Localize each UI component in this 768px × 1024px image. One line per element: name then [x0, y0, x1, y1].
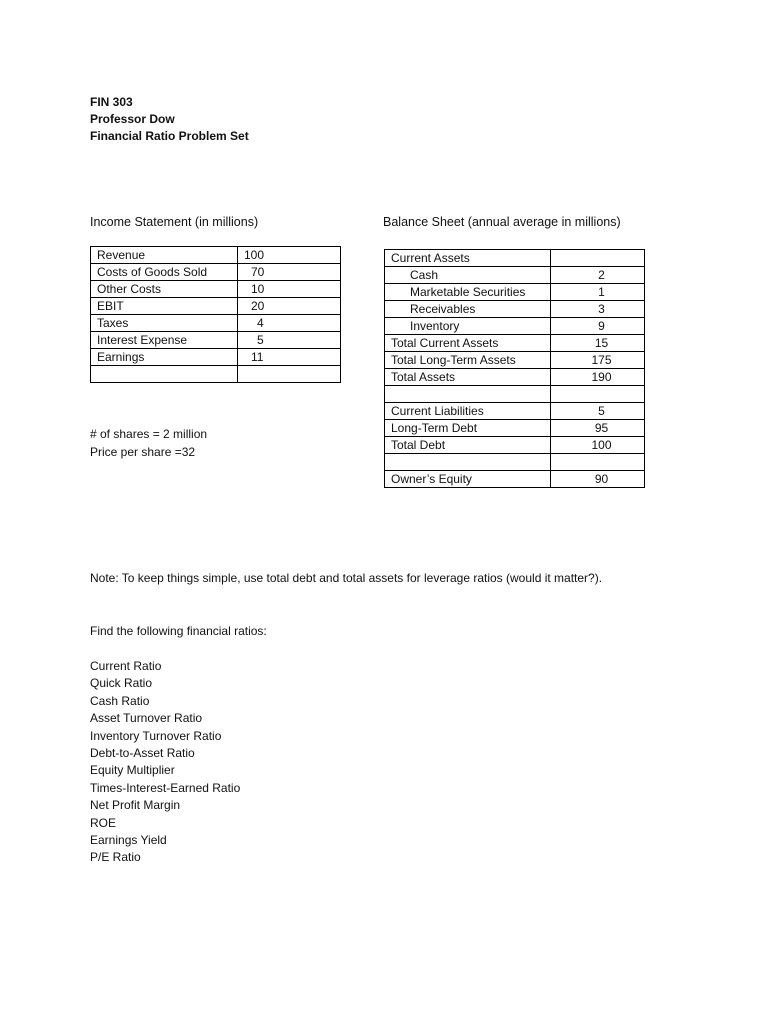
row-label: [385, 454, 551, 471]
table-row: [385, 284, 645, 301]
list-item: Asset Turnover Ratio: [90, 711, 203, 726]
table-row: [385, 471, 645, 488]
row-label: Receivables: [385, 301, 551, 318]
list-item: Times-Interest-Earned Ratio: [90, 780, 241, 795]
row-value: 9: [551, 318, 645, 335]
income-statement-table: [90, 246, 341, 383]
table-row: [385, 267, 645, 284]
table-row: [91, 349, 341, 366]
row-value: 20: [238, 298, 341, 315]
row-label: Inventory: [385, 318, 551, 335]
row-label: Other Costs: [91, 281, 238, 298]
row-value: 90: [551, 471, 645, 488]
table-row: [91, 332, 341, 349]
table-row: [91, 247, 341, 264]
list-item: Inventory Turnover Ratio: [90, 728, 222, 743]
row-value: [238, 366, 341, 383]
table-row: [385, 420, 645, 437]
list-item: Current Ratio: [90, 659, 162, 673]
table-row: [385, 454, 645, 471]
row-value: [551, 250, 645, 267]
find-heading: Find the following financial ratios:: [90, 624, 267, 638]
table-row: [385, 386, 645, 403]
row-value: 2: [551, 267, 645, 284]
row-label: [385, 386, 551, 403]
row-label: Revenue: [91, 247, 238, 264]
list-item: P/E Ratio: [90, 850, 141, 865]
row-value: 11: [238, 349, 341, 366]
table-row: [385, 352, 645, 369]
row-label: Long-Term Debt: [385, 420, 551, 437]
row-value: 100: [551, 437, 645, 454]
row-value: 1: [551, 284, 645, 301]
row-label: Total Assets: [385, 369, 551, 386]
list-item: Debt-to-Asset Ratio: [90, 746, 195, 761]
list-item: Quick Ratio: [90, 676, 153, 691]
list-item: ROE: [90, 815, 117, 830]
row-label: Taxes: [91, 315, 238, 332]
row-value: 4: [238, 315, 341, 332]
list-item: Cash Ratio: [90, 693, 150, 708]
row-label: Total Current Assets: [385, 335, 551, 352]
table-row: [91, 366, 341, 383]
row-label: Cash: [385, 267, 551, 284]
row-value: 175: [551, 352, 645, 369]
row-label: Costs of Goods Sold: [91, 264, 238, 281]
row-value: 190: [551, 369, 645, 386]
row-value: 5: [238, 332, 341, 349]
list-item: Equity Multiplier: [90, 763, 175, 778]
table-row: [91, 315, 341, 332]
balance-sheet-table: [384, 249, 645, 488]
row-label: [91, 366, 238, 383]
table-row: [91, 298, 341, 315]
table-row: [91, 281, 341, 298]
table-row: [385, 250, 645, 267]
list-item: Earnings Yield: [90, 833, 167, 848]
row-value: 15: [551, 335, 645, 352]
row-label: Total Long-Term Assets: [385, 352, 551, 369]
balance-sheet-caption: Balance Sheet (annual average in millions): [383, 215, 621, 229]
row-label: Total Debt: [385, 437, 551, 454]
row-label: Owner’s Equity: [385, 471, 551, 488]
row-value: 10: [238, 281, 341, 298]
professor-name: Professor Dow: [90, 112, 175, 126]
share-price: Price per share =32: [90, 444, 196, 459]
row-label: Marketable Securities: [385, 284, 551, 301]
income-statement-caption: Income Statement (in millions): [90, 215, 259, 229]
table-row: [385, 335, 645, 352]
row-value: 5: [551, 403, 645, 420]
row-value: [551, 386, 645, 403]
row-value: 3: [551, 301, 645, 318]
row-value: 95: [551, 420, 645, 437]
ratio-list: [90, 658, 240, 867]
shares-info: [90, 426, 207, 461]
document-header: [90, 94, 249, 145]
table-row: [385, 318, 645, 335]
row-label: Interest Expense: [91, 332, 238, 349]
row-label: Earnings: [91, 349, 238, 366]
list-item: Net Profit Margin: [90, 798, 181, 813]
row-label: EBIT: [91, 298, 238, 315]
table-row: [385, 403, 645, 420]
row-value: [551, 454, 645, 471]
course-code: FIN 303: [90, 95, 133, 109]
row-label: Current Liabilities: [385, 403, 551, 420]
note-text: Note: To keep things simple, use total debt and total assets for leverage ratios (would it matter?).: [90, 571, 603, 585]
table-row: [385, 301, 645, 318]
document-title: Financial Ratio Problem Set: [90, 129, 249, 143]
table-row: [385, 369, 645, 386]
table-row: [91, 264, 341, 281]
row-label: Current Assets: [385, 250, 551, 267]
row-value: 100: [238, 247, 341, 264]
row-value: 70: [238, 264, 341, 281]
share-count: # of shares = 2 million: [90, 427, 208, 441]
table-row: [385, 437, 645, 454]
